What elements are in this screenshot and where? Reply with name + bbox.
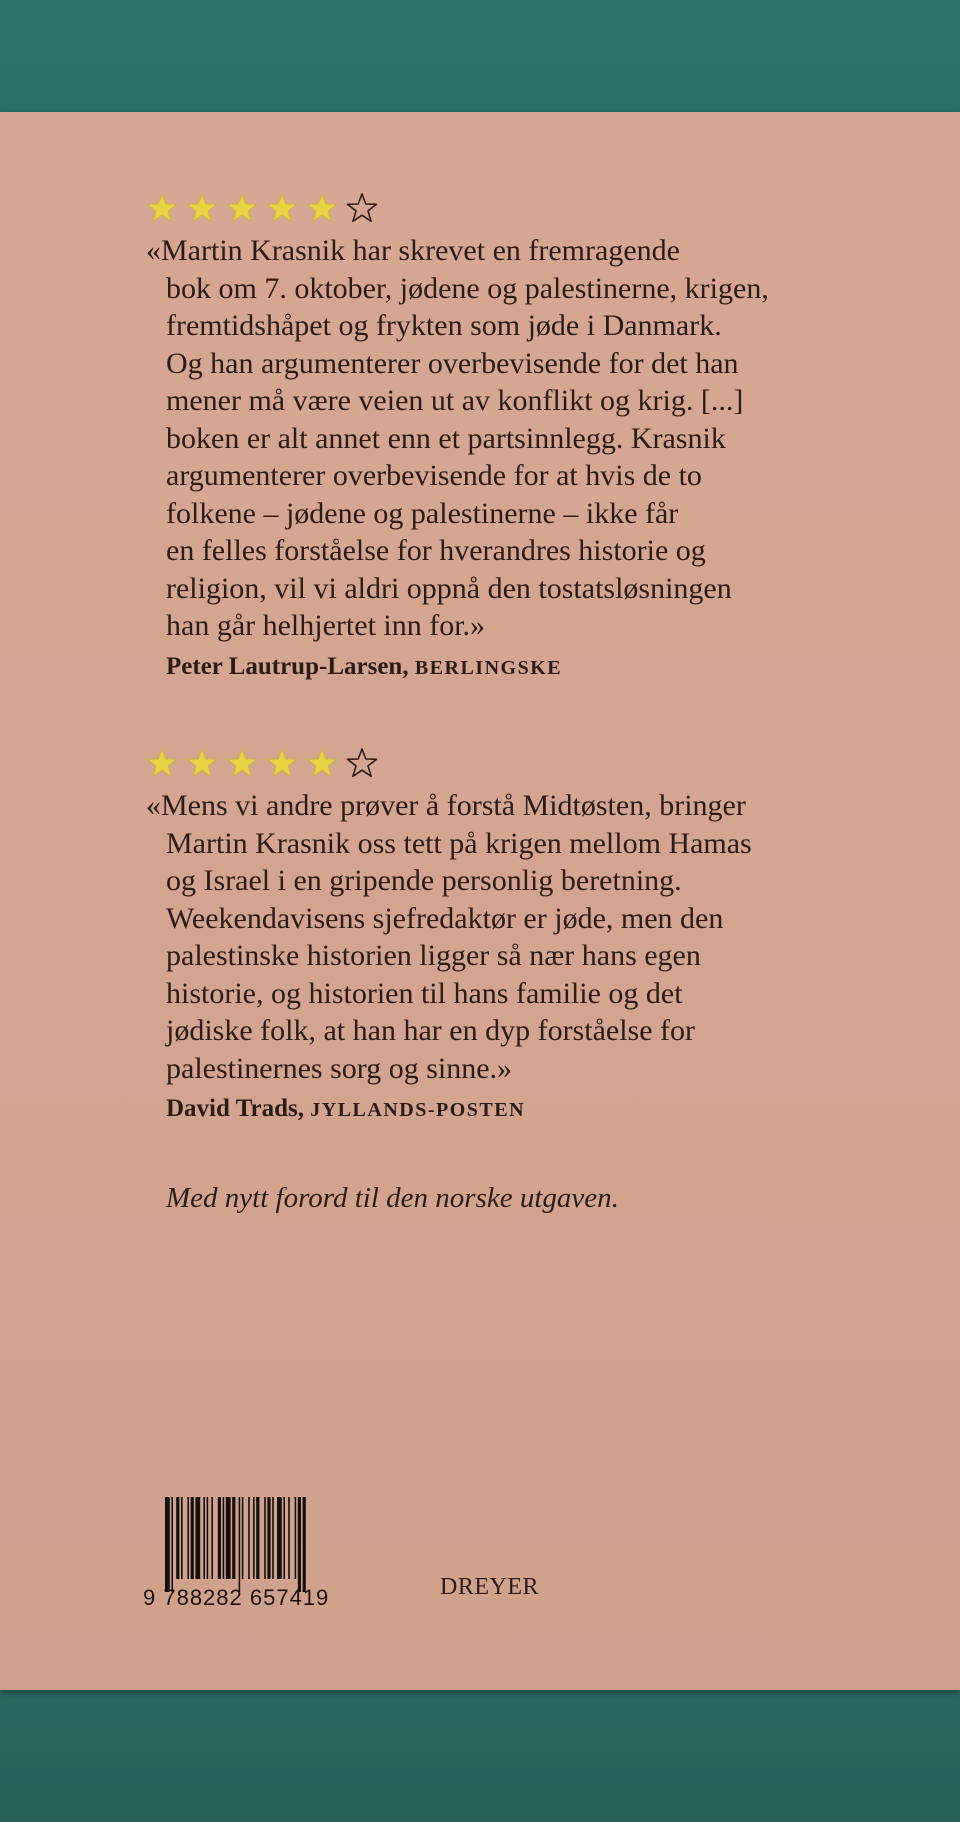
- quote-line: Martin Krasnik oss tett på krigen mellom Hamas: [166, 826, 752, 860]
- reviewer-name: David Trads,: [166, 1095, 305, 1122]
- review-attribution: [166, 653, 886, 681]
- filled-star-icon: [266, 192, 304, 228]
- filled-star-icon: [306, 192, 344, 228]
- filled-star-icon: [146, 192, 184, 228]
- filled-star-icon: [226, 192, 264, 228]
- review-source: BERLINGSKE: [414, 656, 563, 679]
- quote-line: historie, og historien til hans familie og det: [166, 976, 683, 1010]
- quote-line: en felles forståelse for hverandres historie og: [166, 534, 706, 567]
- reviewer-name: Peter Lautrup-Larsen,: [166, 652, 409, 680]
- quote-line: jødiske folk, at han har en dyp forståelse for: [166, 1014, 695, 1047]
- review-quote: [146, 232, 886, 645]
- quote-line: folkene – jødene og palestinerne – ikke får: [166, 496, 679, 530]
- quote-line: han går helhjertet inn for.»: [166, 609, 486, 642]
- empty-star-icon: [346, 747, 384, 783]
- quote-line: mener må være veien ut av konflikt og krig. [...]: [166, 384, 744, 417]
- quote-line: Weekendavisens sjefredaktør er jøde, men den: [166, 901, 724, 935]
- quote-line: boken er alt annet enn et partsinnlegg. Krasnik: [166, 421, 726, 455]
- quote-line: og Israel i en gripende personlig beretning.: [166, 864, 682, 897]
- filled-star-icon: [186, 747, 224, 783]
- edition-note: Med nytt forord til den norske utgaven.: [166, 1182, 619, 1214]
- review-attribution: [166, 1095, 886, 1123]
- quote-line: «Martin Krasnik har skrevet en fremragende: [146, 234, 680, 267]
- quote-line: bok om 7. oktober, jødene og palestinerne, krigen,: [166, 271, 769, 305]
- quote-line: Og han argumenterer overbevisende for det han: [166, 346, 739, 380]
- review-source: JYLLANDS-POSTEN: [310, 1099, 526, 1121]
- star-rating: [146, 192, 886, 228]
- star-rating: [146, 747, 886, 783]
- quote-line: fremtidshåpet og frykten som jøde i Danmark.: [166, 309, 722, 342]
- publisher-name: DREYER: [440, 1574, 539, 1600]
- isbn-number: 9 788282 657419: [143, 1585, 330, 1610]
- quote-line: argumenterer overbevisende for at hvis de to: [166, 459, 702, 492]
- review-2: [146, 747, 886, 1123]
- empty-star-icon: [346, 192, 384, 228]
- quote-line: religion, vil vi aldri oppnå den tostatsløsningen: [166, 571, 732, 605]
- quote-line: palestinernes sorg og sinne.»: [166, 1051, 513, 1085]
- filled-star-icon: [226, 747, 264, 783]
- filled-star-icon: [146, 747, 184, 783]
- review-1: [146, 192, 886, 681]
- barcode: [143, 1497, 383, 1617]
- filled-star-icon: [186, 192, 224, 228]
- review-quote: [146, 787, 886, 1087]
- quote-line: «Mens vi andre prøver å forstå Midtøsten, bringer: [146, 789, 746, 822]
- book-back-cover: [0, 112, 960, 1690]
- filled-star-icon: [306, 747, 344, 783]
- filled-star-icon: [266, 747, 304, 783]
- quote-line: palestinske historien ligger så nær hans egen: [166, 939, 701, 972]
